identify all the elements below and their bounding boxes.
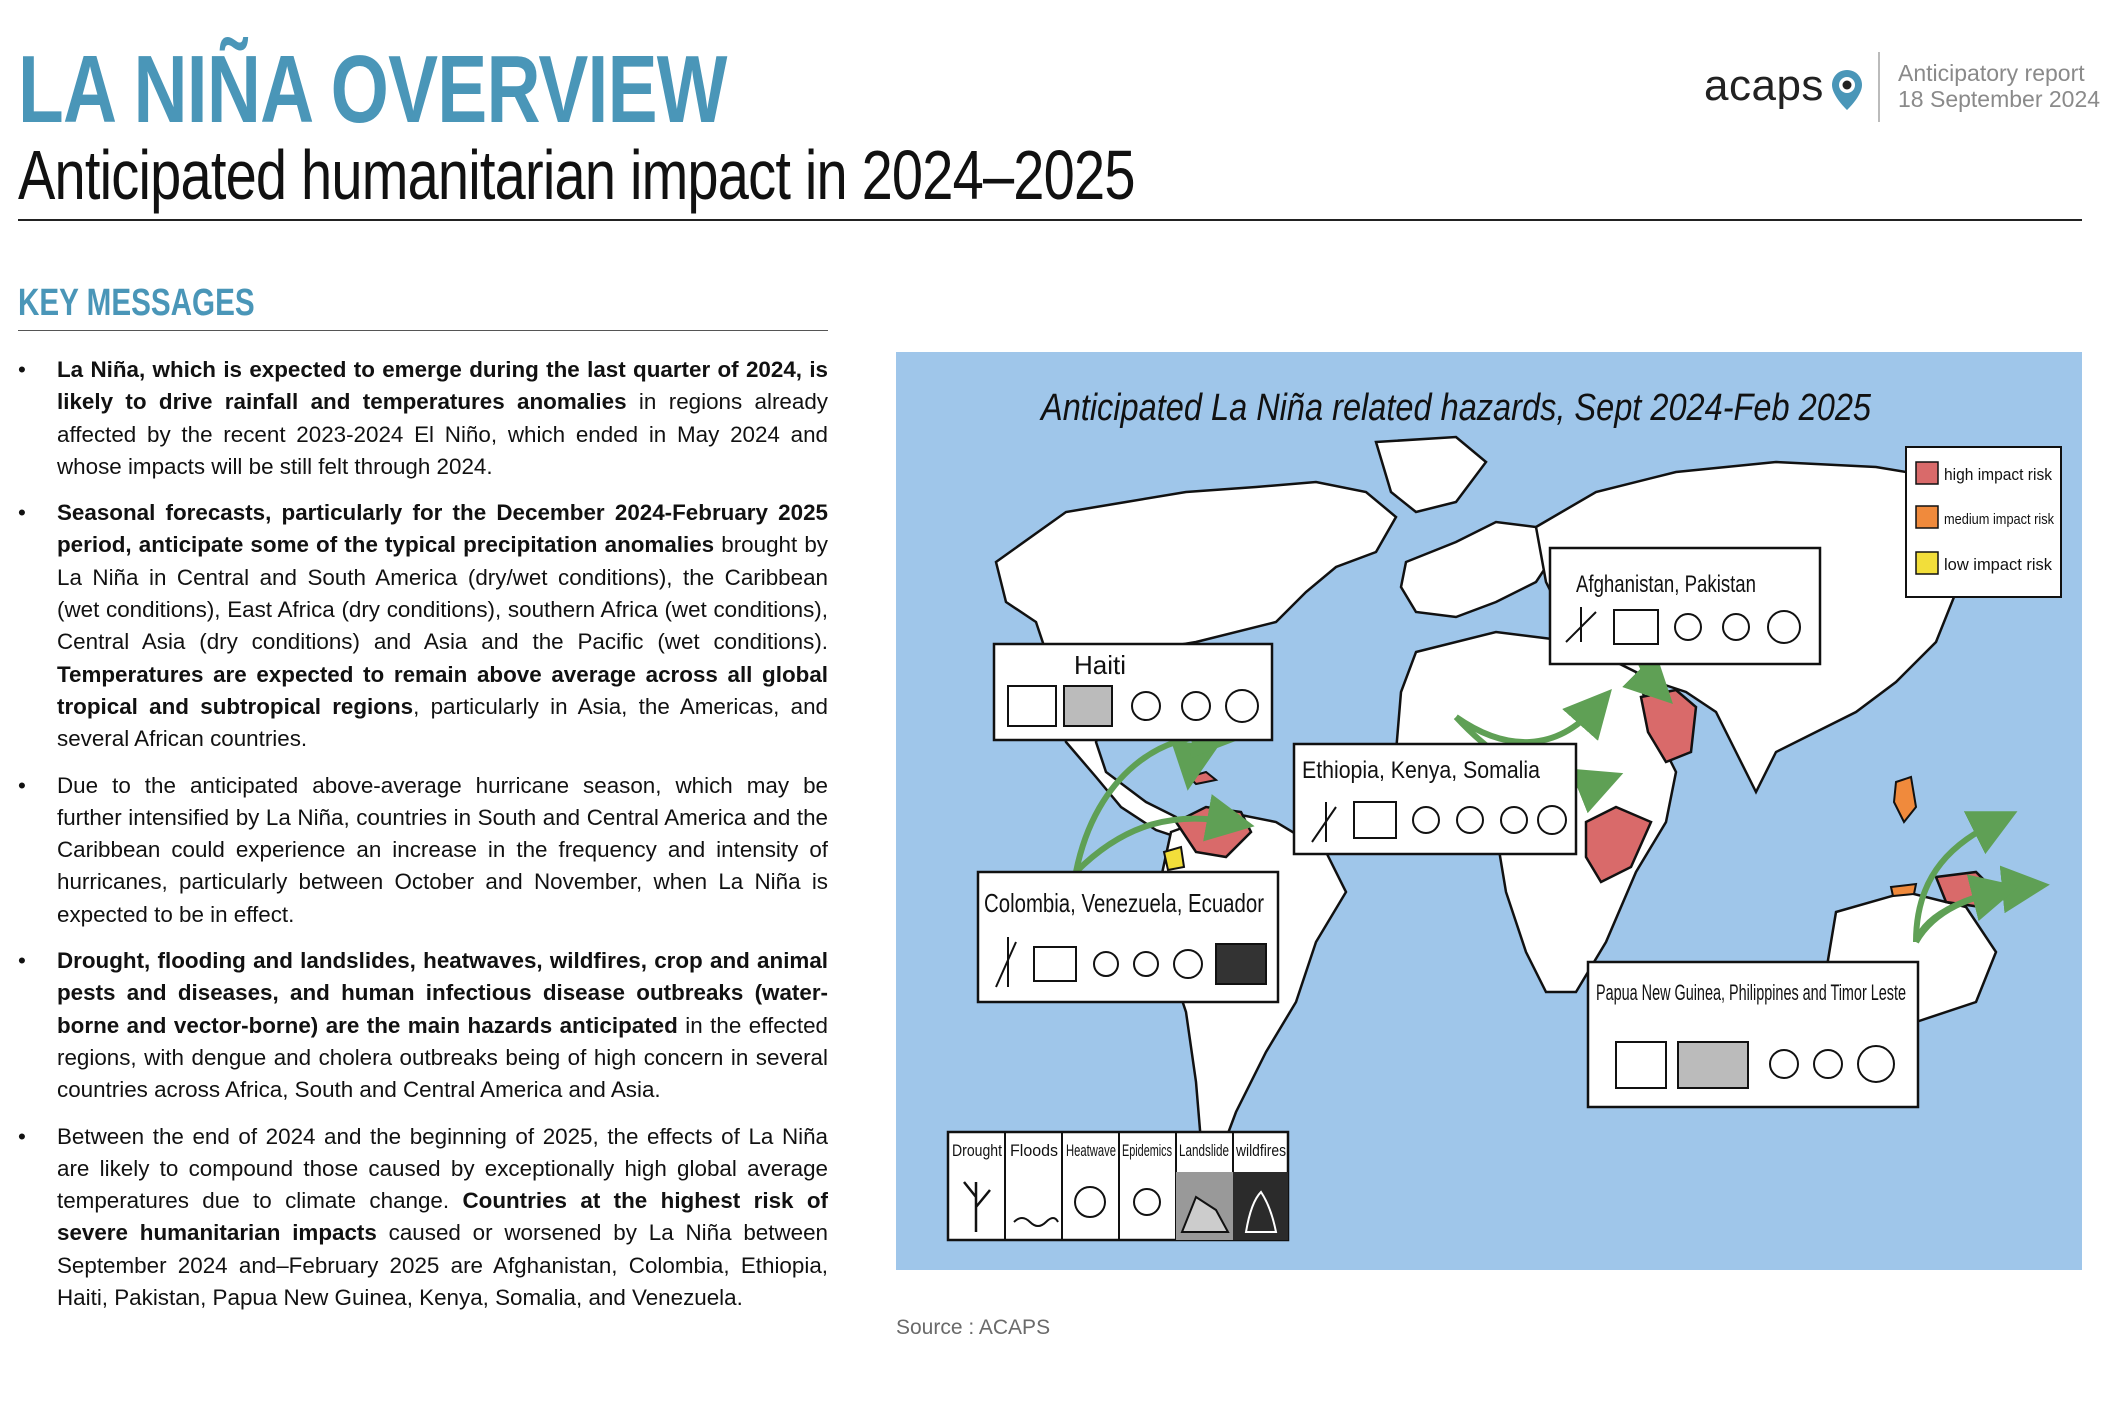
- key-message-text: in the effected regions, with dengue and cholera outbreaks being of high concern in several countries across Africa, South and Central America and Asia.: [57, 1012, 828, 1103]
- bullet-marker: •: [18, 1123, 26, 1149]
- key-messages-heading: KEY MESSAGES: [18, 282, 255, 324]
- region-label-ethiopia-kenya-somalia: Ethiopia, Kenya, Somalia: [1302, 757, 1541, 784]
- legend-label-medium: medium impact risk: [1944, 511, 2055, 528]
- key-message-item: [18, 945, 828, 1106]
- key-message-item: [18, 770, 828, 931]
- report-date: 18 September 2024: [1898, 86, 2101, 112]
- legend-label-low: low impact risk: [1944, 555, 2053, 574]
- hazard-label-wildfires: wildfires: [1235, 1141, 1286, 1160]
- page-subtitle: Anticipated humanitarian impact in 2024–2025: [18, 136, 1135, 214]
- key-message-bold-text: Countries at the highest risk of severe humanitarian impacts: [57, 1188, 828, 1246]
- legend-swatch-low: [1916, 552, 1938, 574]
- key-messages-rule: [18, 330, 828, 331]
- bullet-marker: •: [18, 500, 26, 526]
- region-label-afghanistan-pakistan: Afghanistan, Pakistan: [1576, 571, 1756, 598]
- location-pin-icon: [1830, 68, 1864, 112]
- greenland-landmass: [1376, 437, 1486, 512]
- header-rule: [18, 219, 2082, 221]
- region-box-ethiopia-kenya-somalia: [1294, 744, 1576, 854]
- key-message-bold-text: Temperatures are expected to remain above average across all global tropical and subtropical regions: [57, 661, 828, 719]
- key-messages-list: [18, 354, 828, 1328]
- ecuador-highlight: [1164, 847, 1184, 870]
- hazard-label-drought: Drought: [952, 1141, 1003, 1160]
- horn-of-africa-highlight: [1586, 807, 1651, 882]
- key-message-bold-text: Drought, flooding and landslides, heatwaves, wildfires, crop and animal pests and diseases, and human infectious disease outbreaks (water-borne and vector-borne) are the main hazards anticipated: [57, 948, 828, 1038]
- key-message-bold-text: Seasonal forecasts, particularly for the December 2024-February 2025 period, anticipate some of the typical precipitation anomalies: [57, 500, 828, 558]
- region-label-colombia-venezuela-ecuador: Colombia, Venezuela, Ecuador: [984, 888, 1265, 918]
- key-message-item: [18, 497, 828, 755]
- key-message-text: brought by La Niña in Central and South America (dry/wet conditions), the Caribbean (wet conditions), East Africa (dry conditions), southern Africa (wet conditions), Central Asia (dry conditions) and Asia and the Pacific (wet conditions).: [57, 532, 829, 655]
- figure-source: Source : ACAPS: [896, 1316, 1051, 1339]
- brand-name: acaps: [1704, 61, 1824, 110]
- key-message-item: [18, 354, 828, 483]
- page-title: LA NIÑA OVERVIEW: [18, 36, 727, 143]
- hazard-key: [948, 1132, 1288, 1240]
- europe-landmass: [1401, 522, 1556, 617]
- haiti-highlight: [1189, 772, 1216, 784]
- header-divider: [1878, 52, 1880, 122]
- key-message-text: Between the end of 2024 and the beginning of 2025, the effects of La Niña are likely to compound those caused by exceptionally high global average temperatures due to climate change.: [57, 1123, 828, 1214]
- hazard-label-epidemics: Epidemics: [1122, 1141, 1172, 1160]
- hazard-label-heatwave: Heatwave: [1066, 1141, 1116, 1160]
- map-title: Anticipated La Niña related hazards, Sept 2024-Feb 2025: [1039, 387, 1872, 429]
- acaps-logo: [1704, 58, 1864, 114]
- key-message-text: Due to the anticipated above-average hurricane season, which may be further intensified by La Niña, countries in South and Central America and the Caribbean could experience an increase in the frequency and intensity of hurricanes, particularly between October and November, when La Niña is expected to be in effect.: [57, 772, 828, 927]
- timor-leste-highlight: [1891, 884, 1916, 896]
- hazard-map-figure: [896, 352, 2082, 1270]
- region-box-afghanistan-pakistan: [1550, 548, 1820, 664]
- legend-swatch-high: [1916, 462, 1938, 484]
- hazard-label-landslide: Landslide: [1179, 1141, 1229, 1160]
- region-box-colombia-venezuela-ecuador: [978, 872, 1278, 1002]
- report-type: Anticipatory report: [1898, 60, 2085, 86]
- bullet-marker: •: [18, 357, 26, 382]
- key-message-text: caused or worsened by La Niña between September 2024 and–February 2025 are Afghanistan, Colombia, Ethiopia, Haiti, Pakistan, Papua New Guinea, Kenya, Somalia, and Venezuela.: [57, 1220, 828, 1311]
- region-box-haiti: [994, 644, 1272, 740]
- legend-swatch-medium: [1916, 506, 1938, 528]
- key-message-text: in regions already affected by the recent 2023-2024 El Niño, which ended in May 2024 and whose impacts will be still felt through 2024.: [57, 389, 828, 479]
- legend-label-high: high impact risk: [1944, 465, 2053, 484]
- key-message-bold-text: La Niña, which is expected to emerge during the last quarter of 2024, is likely to drive rainfall and temperatures anomalies: [57, 357, 828, 415]
- bullet-marker: •: [18, 948, 26, 974]
- key-message-item: [18, 1121, 828, 1315]
- bullet-marker: •: [18, 772, 26, 798]
- report-info: [1898, 60, 2100, 112]
- world-map: [896, 352, 2082, 1270]
- region-label-haiti: Haiti: [1074, 650, 1127, 680]
- region-box-png-philippines-timor: [1588, 962, 1918, 1107]
- region-label-png-philippines-timor: Papua New Guinea, Philippines and Timor Leste: [1596, 980, 1906, 1005]
- key-message-text: , particularly in Asia, the Americas, and several African countries.: [57, 693, 828, 752]
- hazard-label-floods: Floods: [1010, 1141, 1058, 1160]
- philippines-highlight: [1894, 777, 1916, 822]
- impact-legend: [1906, 447, 2061, 597]
